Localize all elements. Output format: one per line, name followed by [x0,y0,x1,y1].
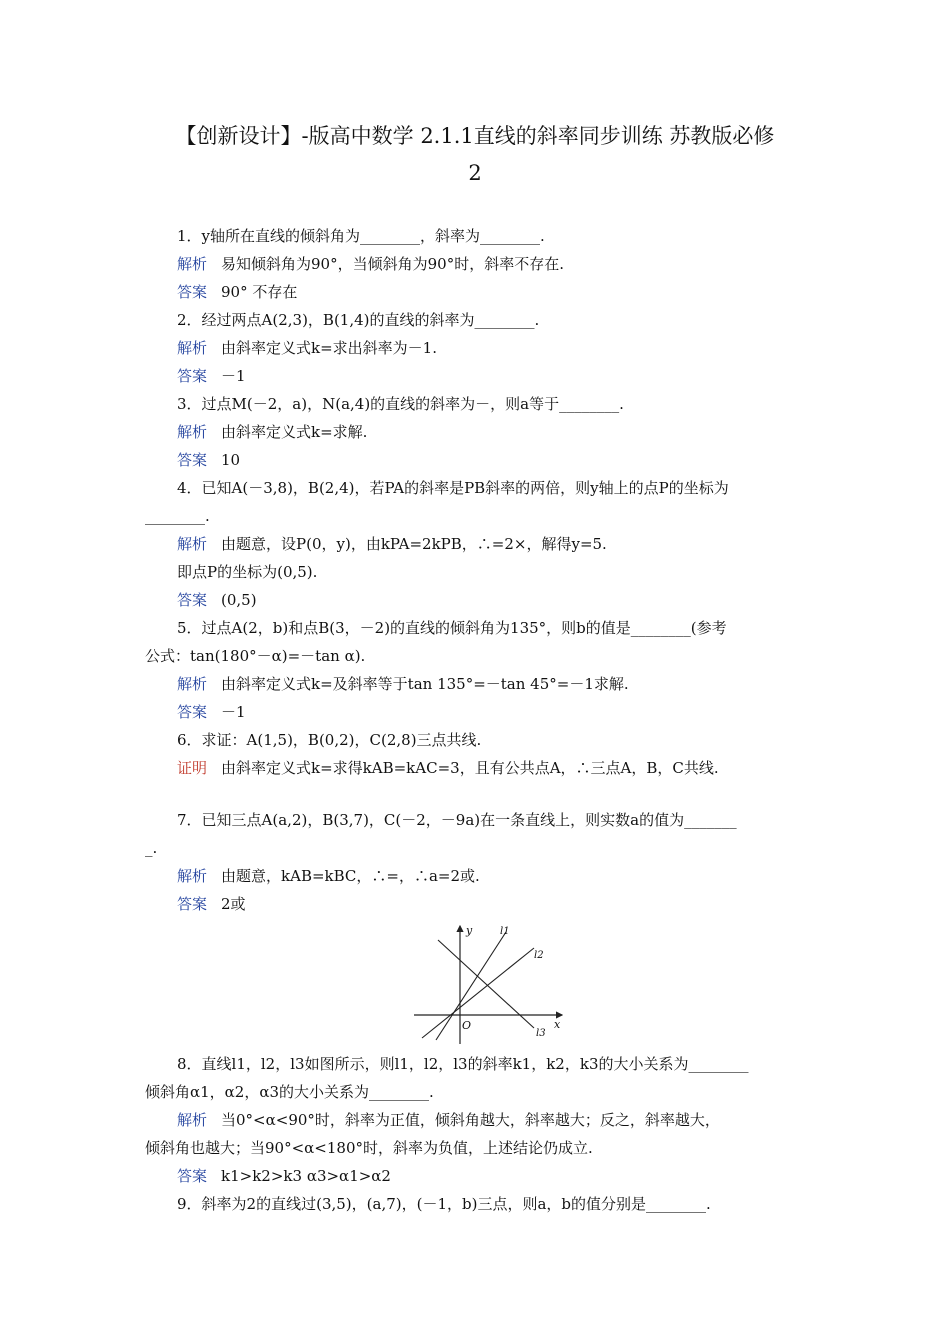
coordinate-diagram [408,920,568,1048]
q5-analysis: 解析 由斜率定义式k=及斜率等于tan 135°=－tan 45°=－1求解. [177,675,629,693]
y-axis-label: y [466,924,473,937]
line-l2 [422,948,534,1038]
q6-proof: 证明 由斜率定义式k=求得kAB=kAC=3，且有公共点A，∴三点A，B，C共线. [177,759,719,777]
q3-answer: 答案 10 [177,451,241,469]
l1-label: l1 [500,926,510,937]
q4-answer: 答案 (0,5) [177,591,257,609]
q5-question: 5．过点A(2，b)和点B(3，－2)的直线的倾斜角为135°，则b的值是________(参考 [177,619,727,637]
lines-figure [408,920,568,1048]
q4-question: 4．已知A(－3,8)，B(2,4)，若PA的斜率是PB斜率的两倍，则y轴上的点P的坐标为 [177,479,729,497]
q5-answer: 答案 －1 [177,703,246,721]
q7-answer: 答案 2或 [177,895,246,913]
page-title [110,118,840,192]
proof-label: 证明 [177,759,208,777]
answer-label: 答案 [177,283,208,301]
q5-question-cont: 公式：tan(180°－α)=－tan α). [145,647,366,665]
q8-question: 8．直线l1，l2，l3如图所示，则l1，l2，l3的斜率k1，k2，k3的大小关系为________ [177,1055,749,1073]
q3-question: 3．过点M(－2，a)，N(a,4)的直线的斜率为－，则a等于________. [177,395,624,413]
q3-analysis: 解析 由斜率定义式k=求解. [177,423,368,441]
q8-analysis-cont: 倾斜角也越大；当90°<α<180°时，斜率为负值，上述结论仍成立. [145,1139,593,1157]
q4-analysis: 解析 由题意，设P(0，y)，由kPA=2kPB，∴=2×，解得y=5. [177,535,607,553]
title-line-1: 【创新设计】-版高中数学 2.1.1直线的斜率同步训练 苏教版必修 [175,124,775,148]
q1-question: 1．y轴所在直线的倾斜角为________，斜率为________. [177,227,545,245]
l3-label: l3 [536,1028,546,1039]
analysis-label: 解析 [177,255,208,273]
q4-analysis-cont: 即点P的坐标为(0,5). [177,563,318,581]
q7-question-cont: _. [145,839,158,857]
title-line-2: 2 [468,161,482,185]
q1-analysis: 解析 易知倾斜角为90°，当倾斜角为90°时，斜率不存在. [177,255,564,273]
q9-question: 9．斜率为2的直线过(3,5)，(a,7)，(－1，b)三点，则a，b的值分别是________. [177,1195,711,1213]
q2-answer: 答案 －1 [177,367,246,385]
q7-question: 7．已知三点A(a,2)，B(3,7)，C(－2，－9a)在一条直线上，则实数a的值为_______ [177,811,737,829]
q2-question: 2．经过两点A(2,3)，B(1,4)的直线的斜率为________. [177,311,540,329]
q4-question-cont: ________. [145,507,210,525]
q8-analysis: 解析 当0°<α<90°时，斜率为正值，倾斜角越大，斜率越大；反之，斜率越大， [177,1111,720,1129]
l2-label: l2 [534,950,544,961]
q7-analysis: 解析 由题意，kAB=kBC，∴=，∴a=2或. [177,867,480,885]
q8-question-cont: 倾斜角α1，α2，α3的大小关系为________. [145,1083,434,1101]
q8-answer: 答案 k1>k2>k3 α3>α1>α2 [177,1167,391,1185]
q6-question: 6．求证：A(1,5)，B(0,2)，C(2,8)三点共线. [177,731,482,749]
origin-label: O [462,1019,472,1032]
q2-analysis: 解析 由斜率定义式k=求出斜率为－1. [177,339,437,357]
x-axis-label: x [554,1018,561,1031]
q1-answer: 答案 90° 不存在 [177,283,298,301]
